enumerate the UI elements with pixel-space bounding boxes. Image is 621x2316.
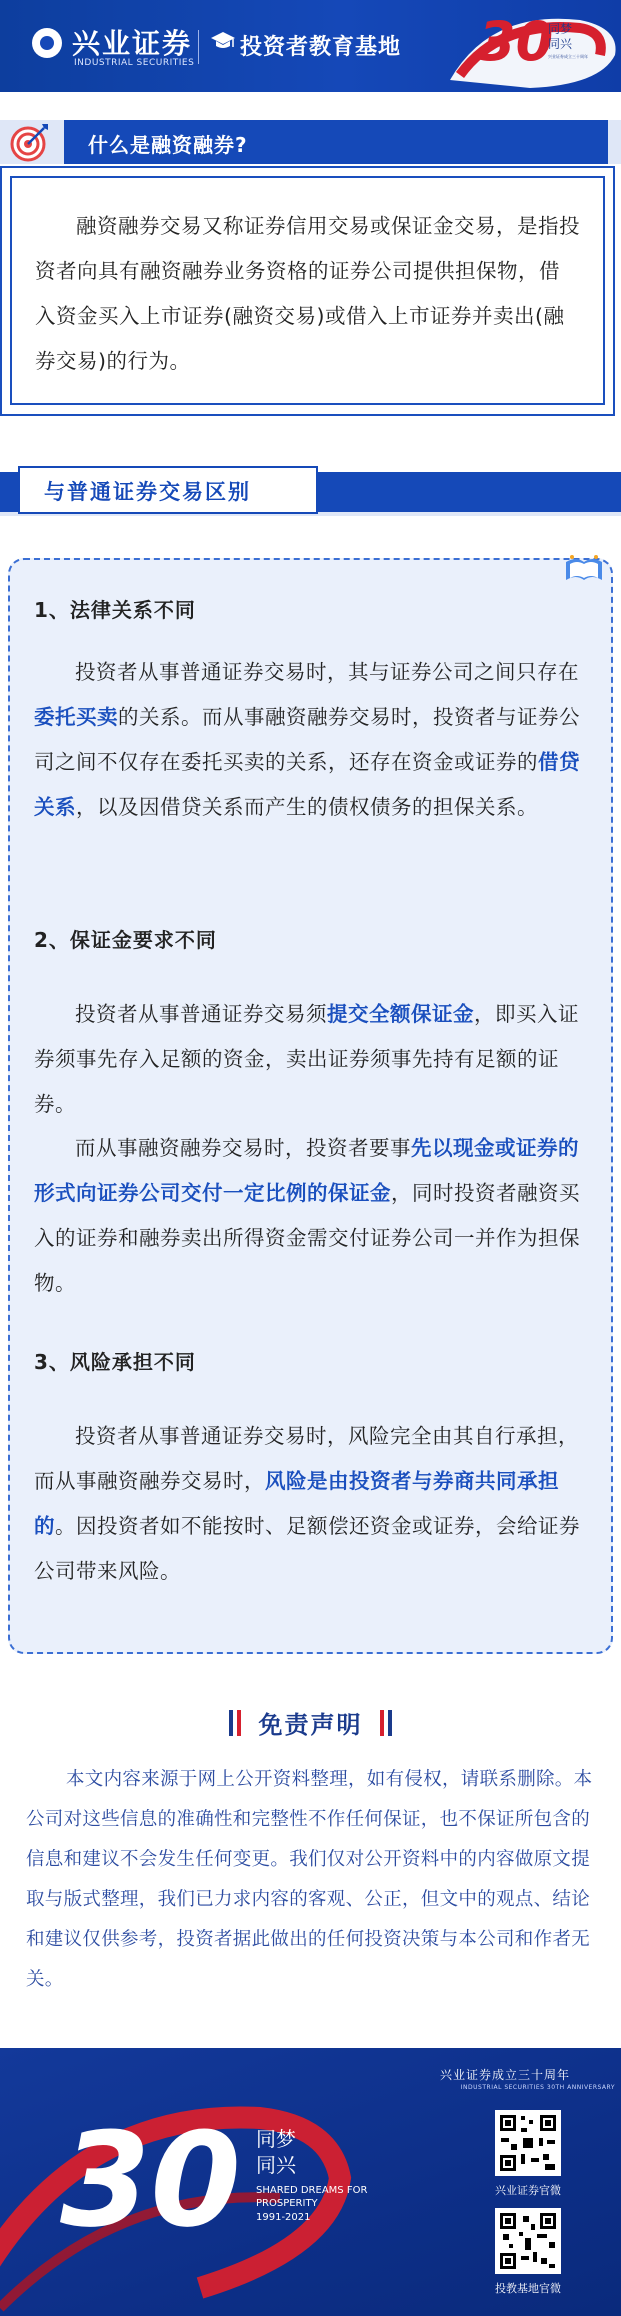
difference-heading-legal: 1、法律关系不同 — [34, 598, 196, 622]
highlighted-text: 风险是由投资者与券商共同承担的 — [34, 1469, 559, 1538]
paragraph-text: 投资者从事普通证券交易时，风险完全由其自行承担，而从事融资融券交易时， — [34, 1424, 579, 1493]
footer-years: 1991-2021 — [256, 2212, 311, 2223]
header-anniversary-text: 兴业证券成立三十周年 — [548, 54, 588, 59]
open-book-icon — [562, 552, 606, 584]
highlighted-text: 先以现金或证券的形式向证券公司交付一定比例的保证金 — [34, 1136, 579, 1205]
footer-title: 兴业证券成立三十周年 — [440, 2068, 571, 2082]
disclaimer-title-row — [0, 1705, 621, 1745]
brand-name: 兴业证券 — [72, 27, 193, 60]
disclaimer-title: 免责声明 — [258, 1711, 363, 1739]
difference-heading-risk: 3、风险承担不同 — [34, 1350, 196, 1374]
highlighted-text: 委托买卖 — [34, 705, 118, 729]
target-icon — [8, 120, 52, 164]
section2-title: 与普通证券交易区别 — [44, 480, 251, 504]
title-bar-left-blue — [229, 1710, 233, 1736]
paragraph-text: 投资者从事普通证券交易时，其与证券公司之间只存在 — [75, 660, 579, 684]
qr-code-edu-base — [495, 2208, 561, 2274]
title-bar-left-red — [237, 1710, 241, 1736]
paragraph-text: ，同时投资者融资买入的证券和融券卖出所得资金需交付证券公司一并作为担保物。 — [34, 1181, 580, 1295]
paragraph-text: 的关系。而从事融资融券交易时，投资者与证券公司之间不仅存在委托买卖的关系，还存在资金或证券的 — [34, 705, 580, 774]
qr-label-wechat-official: 兴业证券官微 — [495, 2184, 561, 2197]
highlighted-text: 提交全额保证金 — [327, 1002, 474, 1026]
graduation-cap-icon — [210, 30, 236, 52]
paragraph-text: 而从事融资融券交易时，投资者要事 — [75, 1136, 411, 1160]
footer-anniversary-number: 30 — [60, 2104, 241, 2256]
difference-paragraph-margin-1 — [34, 992, 589, 1127]
footer-slogan-english: SHARED DREAMS FOR PROSPERITY — [256, 2185, 368, 2209]
title-bar-right-blue — [388, 1710, 392, 1736]
paragraph-text: 。因投资者如不能按时、足额偿还资金或证券，会给证券公司带来风险。 — [34, 1514, 580, 1583]
qr-label-edu-base: 投教基地官微 — [495, 2282, 561, 2295]
paragraph-text: ，以及因借贷关系而产生的债权债务的担保关系。 — [76, 795, 538, 819]
header-slogan: 同梦同兴 — [548, 22, 573, 51]
edu-base-title: 投资者教育基地 — [240, 35, 402, 60]
difference-paragraph-risk — [34, 1414, 589, 1594]
footer-subtitle: INDUSTRIAL SECURITIES 30TH ANNIVERSARY — [460, 2084, 615, 2091]
title-bar-right-red — [380, 1710, 384, 1736]
qr-code-wechat-official — [495, 2110, 561, 2176]
header-divider — [198, 30, 199, 64]
header-anniversary-number: 30 — [478, 10, 554, 73]
brand-english-name: INDUSTRIAL SECURITIES — [74, 58, 195, 68]
section1-title: 什么是融资融券? — [88, 133, 248, 157]
difference-heading-margin: 2、保证金要求不同 — [34, 928, 217, 952]
disclaimer-body-text: 本文内容来源于网上公开资料整理，如有侵权，请联系删除。本公司对这些信息的准确性和完整性不作任何保证，也不保证所包含的信息和建议不会发生任何变更。我们仅对公开资料中的内容做原文提取与版式整理，我们已力求内容的客观、公正，但文中的观点、结论和建议仅供参考，投资者据此做出的任何投资决策与本公司和作者无关。 — [26, 1769, 593, 1990]
paragraph-text: ，即买入证券须事先存入足额的资金，卖出证券须事先持有足额的证券。 — [34, 1002, 579, 1116]
footer-slogan: 同梦同兴 — [256, 2127, 296, 2177]
brand-logo-icon — [32, 28, 62, 58]
difference-paragraph-margin-2 — [34, 1126, 589, 1306]
highlighted-text: 借贷关系 — [34, 750, 580, 819]
difference-paragraph-legal — [34, 650, 589, 830]
section1-body-text: 融资融券交易又称证券信用交易或保证金交易，是指投资者向具有融资融券业务资格的证券公司提供担保物，借入资金买入上市证券(融资交易)或借入上市证券并卖出(融券交易)的行为。 — [35, 214, 580, 373]
paragraph-text: 投资者从事普通证券交易须 — [75, 1002, 327, 1026]
